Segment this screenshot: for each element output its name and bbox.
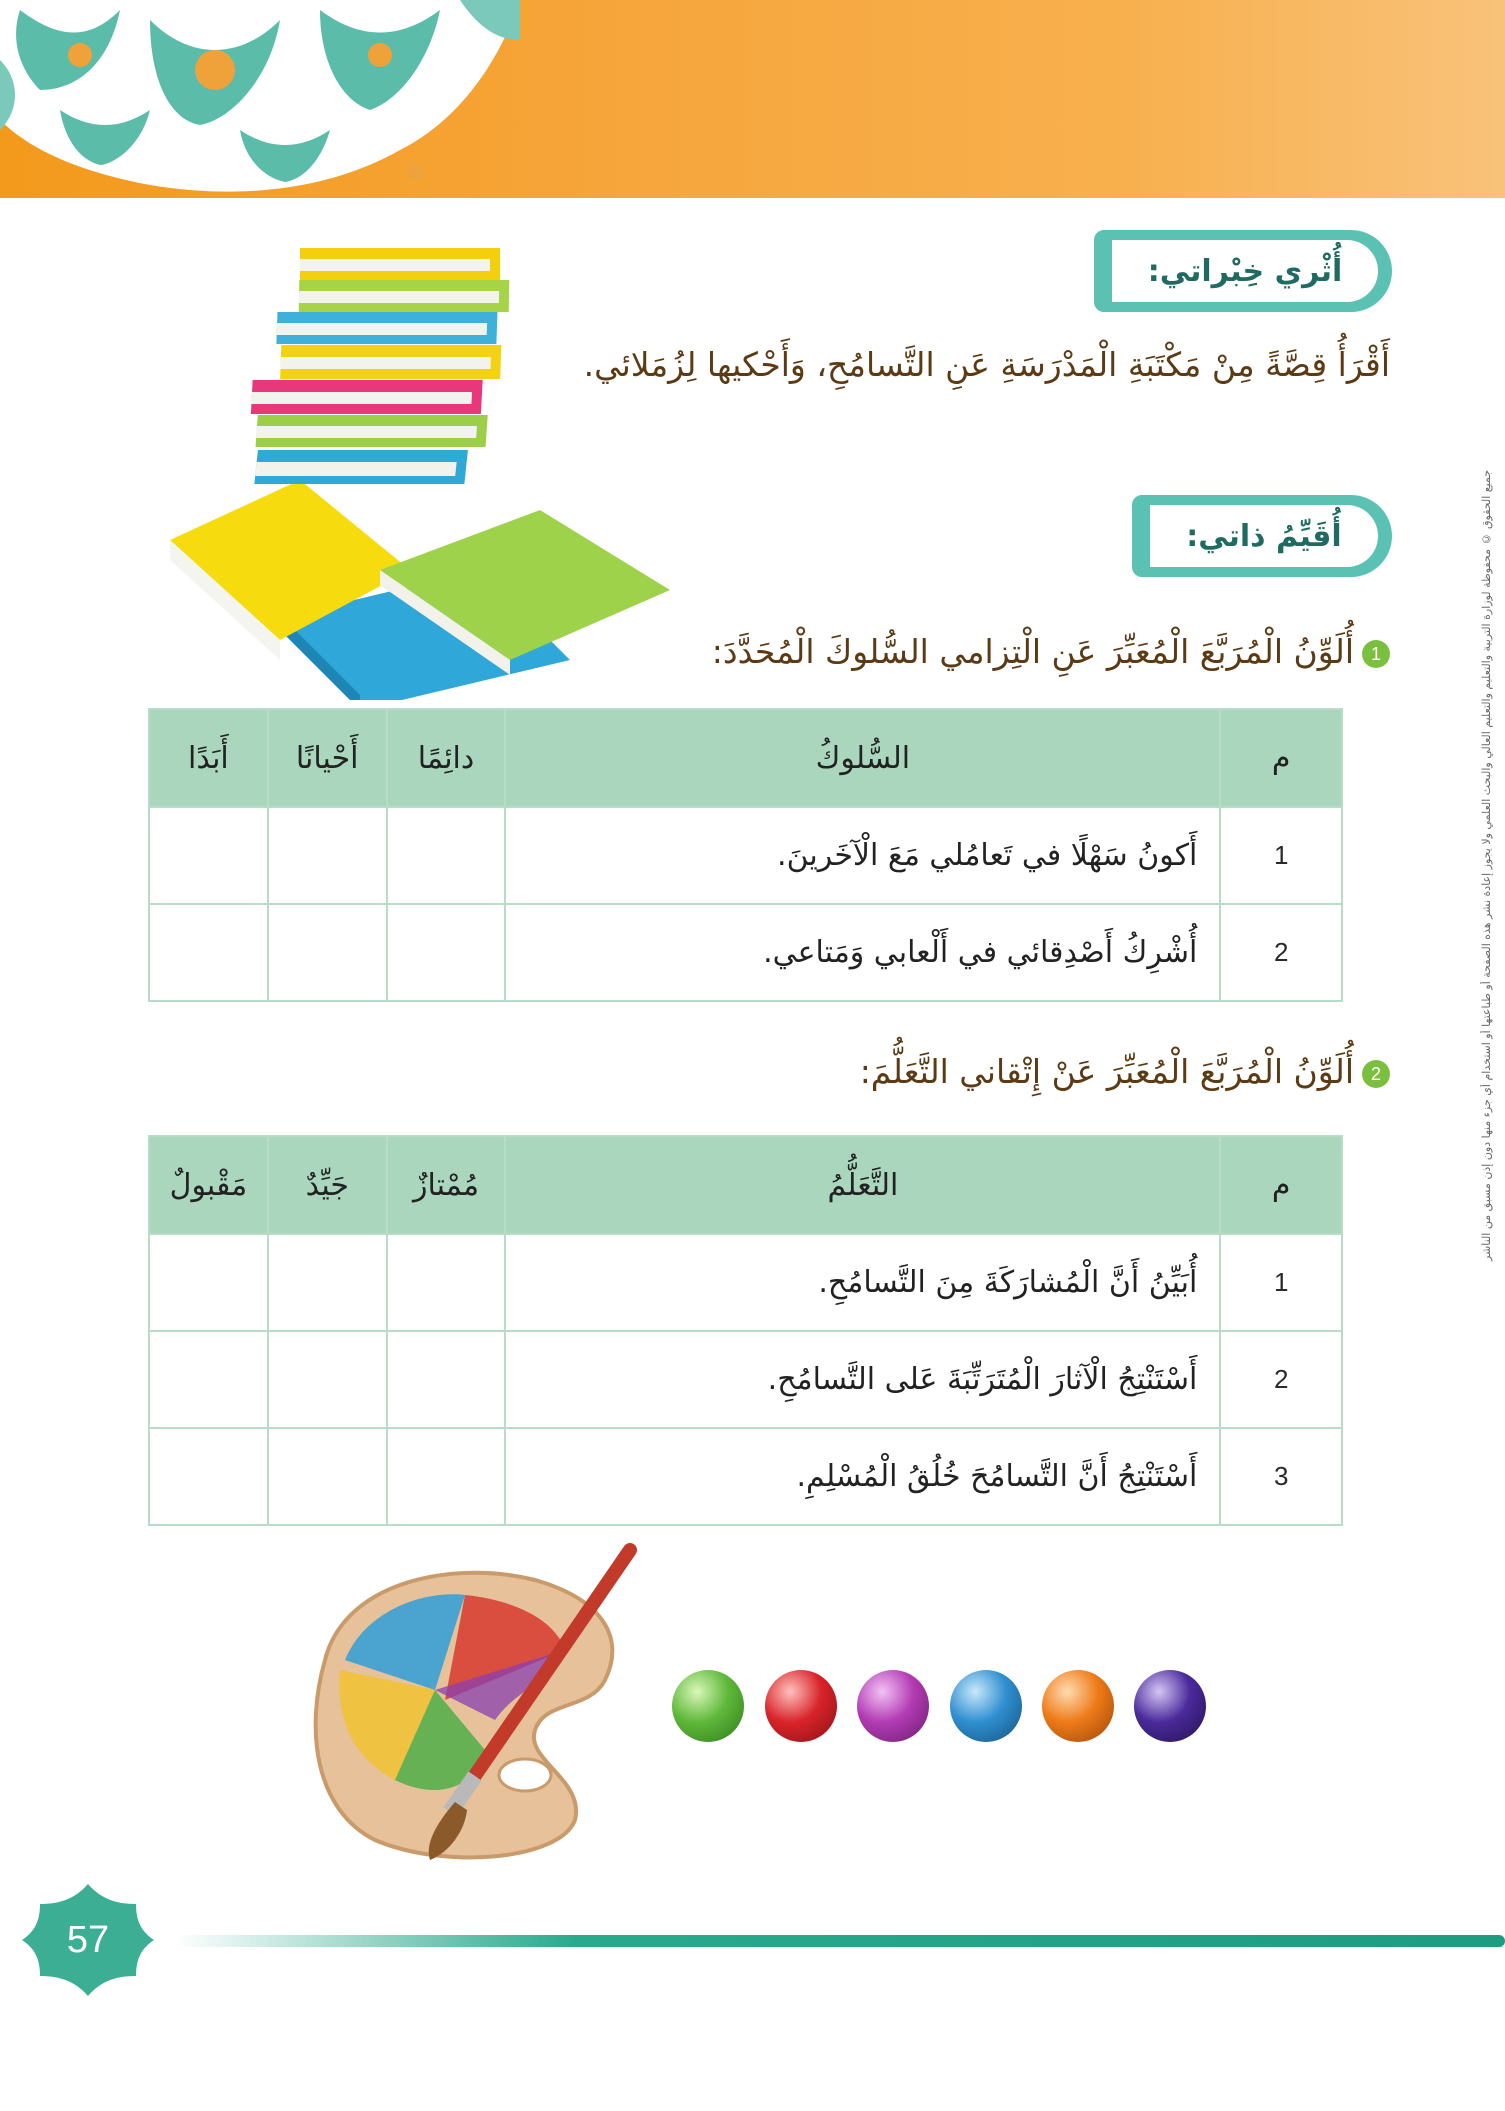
learning-table [148, 1135, 1343, 1526]
table2-instruction-text: أُلَوِّنُ الْمُرَبَّعَ الْمُعَبِّرَ عَنْ إِتْقاني التَّعَلُّمَ: [859, 1052, 1354, 1091]
color-box-acceptable[interactable] [149, 1331, 268, 1428]
color-dot-green [672, 1670, 744, 1742]
enrich-section-title: أُثْري خِبْراتي: [1112, 240, 1378, 302]
footer-line [175, 1935, 1505, 1947]
row-text: أَسْتَنْتِجُ أَنَّ التَّسامُحَ خُلُقُ الْمُسْلِمِ. [505, 1428, 1220, 1525]
color-box-sometimes[interactable] [268, 807, 387, 904]
color-box-never[interactable] [149, 807, 268, 904]
col-header-sometimes: أَحْيانًا [268, 709, 387, 807]
table-row [149, 1428, 1342, 1525]
color-box-excellent[interactable] [387, 1331, 506, 1428]
col-header-learning: التَّعَلُّمُ [505, 1136, 1220, 1234]
row-number: 1 [1220, 807, 1342, 904]
color-box-acceptable[interactable] [149, 1234, 268, 1331]
enrich-section-title-pill [1102, 230, 1392, 312]
color-dot-blue [950, 1670, 1022, 1742]
row-number: 3 [1220, 1428, 1342, 1525]
color-box-excellent[interactable] [387, 1234, 506, 1331]
table-row [149, 807, 1342, 904]
color-box-always[interactable] [387, 904, 506, 1001]
side-copyright-note: جميع الحقوق © محفوظة لوزارة التربية والتعليم والتعليم العالي والبحث العلمي ولا يجوز إعادة نشر هذه الصفحة أو طباعتها أو استخدام أي جزء منها دون إذن مسبق من الناشر [1480, 470, 1493, 1262]
col-header-num: م [1220, 1136, 1342, 1234]
col-header-never: أَبَدًا [149, 709, 268, 807]
table-row [149, 1331, 1342, 1428]
color-dot-orange [1042, 1670, 1114, 1742]
color-dot-purple [1134, 1670, 1206, 1742]
color-box-acceptable[interactable] [149, 1428, 268, 1525]
color-box-sometimes[interactable] [268, 904, 387, 1001]
table-row [149, 1234, 1342, 1331]
table-row [149, 904, 1342, 1001]
color-box-good[interactable] [268, 1331, 387, 1428]
table2-instruction [860, 1052, 1390, 1091]
col-header-num: م [1220, 709, 1342, 807]
color-dot-red [765, 1670, 837, 1742]
row-number: 1 [1220, 1234, 1342, 1331]
table1-instruction-text: أُلَوِّنُ الْمُرَبَّعَ الْمُعَبِّرَ عَنِ الْتِزامي السُّلوكَ الْمُحَدَّدَ: [711, 632, 1354, 671]
self-assess-title-pill [1140, 495, 1392, 577]
col-header-behavior: السُّلوكُ [505, 709, 1220, 807]
color-box-never[interactable] [149, 904, 268, 1001]
col-header-always: دائِمًا [387, 709, 506, 807]
col-header-good: جَيِّدٌ [268, 1136, 387, 1234]
self-assess-title: أُقَيِّمُ ذاتي: [1150, 505, 1378, 567]
col-header-excellent: مُمْتازٌ [387, 1136, 506, 1234]
color-box-good[interactable] [268, 1234, 387, 1331]
books-stack-image [150, 240, 710, 700]
row-text: أُشْرِكُ أَصْدِقائي في أَلْعابي وَمَتاعي. [505, 904, 1220, 1001]
enrich-prompt: أَقْرَأُ قِصَّةً مِنْ مَكْتَبَةِ الْمَدْرَسَةِ عَنِ التَّسامُحِ، وَأَحْكيها لِزُمَلائي. [583, 345, 1390, 384]
color-box-excellent[interactable] [387, 1428, 506, 1525]
row-text: أَكونُ سَهْلًا في تَعامُلي مَعَ الْآخَرينَ. [505, 807, 1220, 904]
page-number: 57 [66, 1918, 110, 1961]
color-box-good[interactable] [268, 1428, 387, 1525]
row-text: أَسْتَنْتِجُ الْآثارَ الْمُتَرَتِّبَةَ عَلى التَّسامُحِ. [505, 1331, 1220, 1428]
instruction-number-badge: 1 [1362, 640, 1390, 668]
color-dot-magenta [857, 1670, 929, 1742]
row-number: 2 [1220, 904, 1342, 1001]
instruction-number-badge: 2 [1362, 1060, 1390, 1088]
table1-instruction [712, 632, 1390, 671]
islamic-ornament-image [0, 0, 520, 200]
col-header-acceptable: مَقْبولٌ [149, 1136, 268, 1234]
color-box-always[interactable] [387, 807, 506, 904]
row-text: أُبَيِّنُ أَنَّ الْمُشارَكَةَ مِنَ التَّسامُحِ. [505, 1234, 1220, 1331]
row-number: 2 [1220, 1331, 1342, 1428]
behavior-table [148, 708, 1343, 1002]
paint-palette-image [285, 1540, 665, 1870]
